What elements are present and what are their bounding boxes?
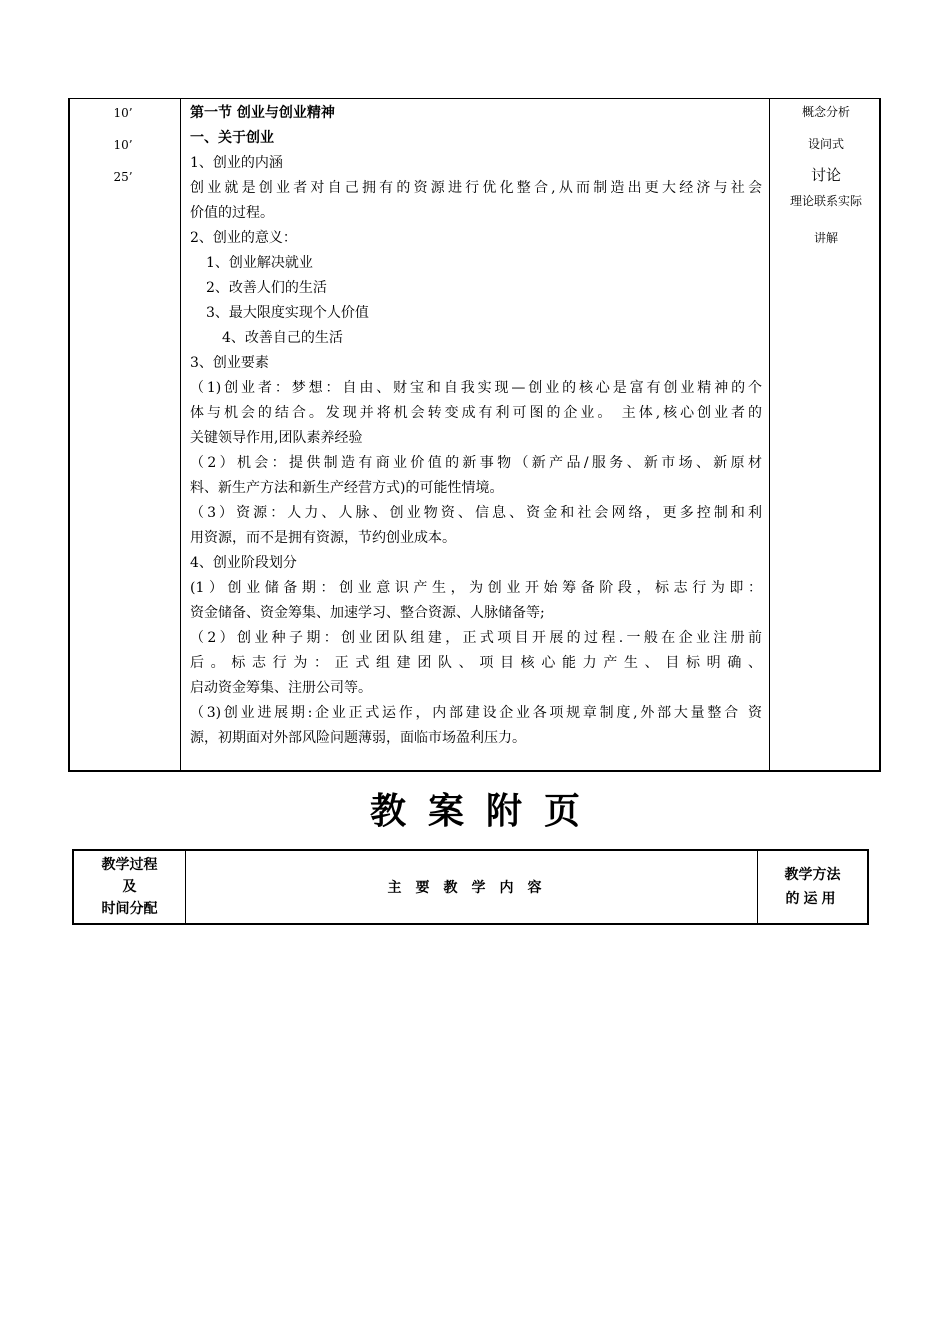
teaching-method: 讲解 xyxy=(813,231,838,245)
page-title: 教案附页 xyxy=(369,791,602,832)
content-line: 3、创业要素 xyxy=(190,355,269,371)
header-line: 教学方法 xyxy=(784,867,841,883)
lesson-table xyxy=(68,98,881,772)
header-line: 时间分配 xyxy=(101,901,158,917)
teaching-method: 讨论 xyxy=(810,166,841,184)
teaching-content xyxy=(190,101,762,751)
content-line: 资金储备、资金筹集、加速学习、整合资源、人脉储备等; xyxy=(190,605,545,621)
content-line: 料、新生产方法和新生产经营方式)的可能性情境。 xyxy=(190,480,504,496)
content-line: 2、创业的意义： xyxy=(190,230,297,246)
content-line: （3)创业进展期:企业正式运作，内部建设企业各项规章制度,外部大量整合 资 xyxy=(190,705,763,721)
list-item: 4、改善自己的生活 xyxy=(222,330,343,346)
content-line: 关键领导作用,团队素养经验 xyxy=(190,430,363,446)
header-main-content: 主要教学内容 xyxy=(387,880,556,896)
header-line: 的运用 xyxy=(785,891,840,907)
section-heading: 第一节 创业与创业精神 xyxy=(190,105,335,121)
content-line: 启动资金筹集、注册公司等。 xyxy=(190,680,372,696)
header-table xyxy=(72,849,869,925)
content-line: （2）机会：提供制造有商业价值的新事物（新产品/服务、新市场、新原材 xyxy=(190,455,762,471)
header-method xyxy=(758,851,867,923)
content-line: 创业就是创业者对自己拥有的资源进行优化整合,从而制造出更大经济与社会 xyxy=(190,180,762,196)
time-allocation: 25’ xyxy=(113,170,133,184)
content-line: 源，初期面对外部风险问题薄弱，面临市场盈利压力。 xyxy=(190,730,526,746)
content-line: 后。标志行为：正式组建团队、项目核心能力产生、目标明确、 xyxy=(190,655,762,671)
header-process-time xyxy=(74,851,185,923)
content-line: 体与机会的结合。发现并将机会转变成有利可图的企业。 主体,核心创业者的 xyxy=(190,405,762,421)
time-allocation: 10’ xyxy=(113,106,133,120)
content-line: (1）创业储备期：创业意识产生，为创业开始筹备阶段，标志行为即： xyxy=(190,580,762,596)
content-line: 价值的过程。 xyxy=(190,205,274,221)
content-line: 1、创业的内涵 xyxy=(190,155,283,171)
list-item: 1、创业解决就业 xyxy=(206,255,313,271)
subsection-heading: 一、关于创业 xyxy=(190,130,274,146)
content-line: （3）资源：人力、人脉、创业物资、信息、资金和社会网络，更多控制和利 xyxy=(190,505,762,521)
list-item: 3、最大限度实现个人价值 xyxy=(206,305,369,321)
time-allocation: 10’ xyxy=(113,138,133,152)
teaching-method: 概念分析 xyxy=(801,105,850,119)
list-item: 2、改善人们的生活 xyxy=(206,280,327,296)
content-line: （2）创业种子期：创业团队组建，正式项目开展的过程.一般在企业注册前 xyxy=(190,630,762,646)
content-line: 4、创业阶段划分 xyxy=(190,555,297,571)
content-line: 用资源，而不是拥有资源，节约创业成本。 xyxy=(190,530,456,546)
teaching-method: 设问式 xyxy=(807,137,844,151)
content-line: （1)创业者：梦想：自由、财宝和自我实现—创业的核心是富有创业精神的个 xyxy=(190,380,762,396)
header-line: 教学过程 xyxy=(101,857,158,873)
teaching-method: 理论联系实际 xyxy=(789,194,862,208)
header-line: 及 xyxy=(122,879,137,895)
column-divider xyxy=(180,99,181,770)
